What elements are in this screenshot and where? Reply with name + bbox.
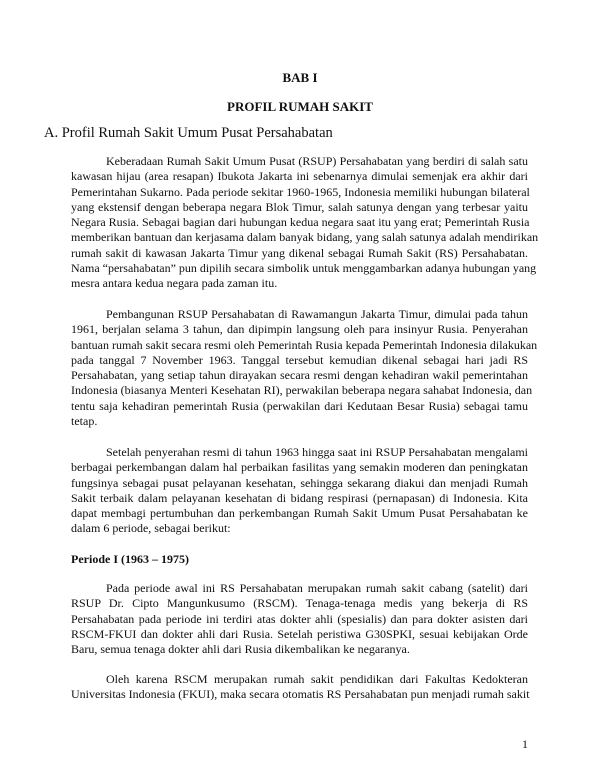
text-line: Nama “persahabatan” pun dipilih secara simbolik untuk menggambarkan adanya hubungan yang [71,261,537,276]
text-line: tetap. [71,414,98,429]
text-line: RSCM-FKUI dan dokter ahli dari Rusia. Setelah peristiwa G30SPKI, sesuai kebijakan Orde [71,626,528,641]
text-line: Persahabatan pada periode ini terdiri atas dokter ahli (spesialis) dan para dokter asisten dari [71,611,528,626]
text-line: Pembangunan RSUP Persahabatan di Rawamangun Jakarta Timur, dimulai pada tahun [106,307,528,321]
text-line: pada tanggal 7 November 1963. Tanggal tersebut kemudian dikenal sebagai hari jadi RS [71,352,528,367]
page-number: 1 [522,737,528,751]
text-line: Negara Rusia. Sebagai bagian dari hubungan kedua negara saat itu yang erat; Pemerintah Rusia [71,215,530,230]
period-heading: Periode I (1963 – 1975) [71,552,189,566]
text-line: rumah sakit di kawasan Jakarta Timur yang dikenal sebagai Rumah Sakit (RS) Persahabatan. [71,245,528,260]
paragraph-3 [71,445,528,537]
text-line: yang ekstensif dengan beberapa negara Blok Timur, salah satunya dengan yang terbesar yaitu [71,199,528,214]
text-line: berbagai perkembangan dalam hal perbaikan fasilitas yang semakin moderen dan peningkatan [71,460,528,475]
text-line: Indonesia (biasanya Menteri Kesehatan RI), perwakilan beberapa negara sahabat Indonesia, dan [71,383,533,398]
text-line: Keberadaan Rumah Sakit Umum Pusat (RSUP) Persahabatan yang berdiri di salah satu [106,154,528,168]
paragraph-1 [71,154,539,292]
text-line: Oleh karena RSCM merupakan rumah sakit pendidikan dari Fakultas Kedokteran [106,672,528,686]
chapter-heading: BAB I [282,70,318,85]
text-line: mesra antara kedua negara pada zaman itu. [71,276,278,291]
text-line: Sakit terbaik dalam pelayanan kesehatan di bidang respirasi (pernapasan) di Indonesia. Kita [71,490,528,505]
text-line: Baru, semua tenaga dokter ahli dari Rusia dikembalikan ke negaranya. [71,642,410,657]
text-line: Pemerintahan Sukarno. Pada periode sekitar 1960-1965, Indonesia memiliki hubungan bilateral [71,184,530,199]
text-line: Setelah penyerahan resmi di tahun 1963 hingga saat ini RSUP Persahabatan mengalami [106,445,528,459]
text-line: 1961, berjalan selama 3 tahun, dan dipimpin langsung oleh para insinyur Rusia. Penyerahan [71,322,528,337]
text-line: Persahabatan, yang setiap tahun dirayakan secara resmi dengan kehadiran wakil pemerintahan [71,368,528,383]
paragraph-5 [71,672,528,703]
text-line: Universitas Indonesia (FKUI), maka secara otomatis RS Persahabatan pun menjadi rumah sakit [71,687,530,702]
text-line: fungsinya sebagai pusat pelayanan kesehatan, sehingga sekarang diakui dan menjadi Rumah [71,475,528,490]
text-line: RSUP Dr. Cipto Mangunkusumo (RSCM). Tenaga-tenaga medis yang bekerja di RS [71,596,528,611]
text-line: tentu saja kehadiran pemerintah Rusia (perwakilan dari Kedutaan Besar Rusia) sebagai tamu [71,398,528,413]
text-line: dalam 6 periode, sebagai berikut: [71,521,231,536]
paragraph-4 [71,581,528,657]
section-heading: A. Profil Rumah Sakit Umum Pusat Persahabatan [44,125,333,141]
text-line: dapat membagi pertumbuhan dan perkembangan Rumah Sakit Umum Pusat Persahabatan ke [71,506,528,521]
text-line: bantuan rumah sakit secara resmi oleh Pemerintah Rusia kepada Pemerintah Indonesia dilakukan [71,337,538,352]
text-line: kawasan hijau (area resapan) Ibukota Jakarta ini sebenarnya dimulai semenjak era akhir dari [71,169,528,184]
paragraph-2 [71,307,538,429]
text-line: memberikan bantuan dan kerjasama dalam banyak bidang, yang salah satunya adalah mendirikan [71,230,539,245]
chapter-title: PROFIL RUMAH SAKIT [227,99,373,114]
text-line: Pada periode awal ini RS Persahabatan merupakan rumah sakit cabang (satelit) dari [106,581,528,595]
